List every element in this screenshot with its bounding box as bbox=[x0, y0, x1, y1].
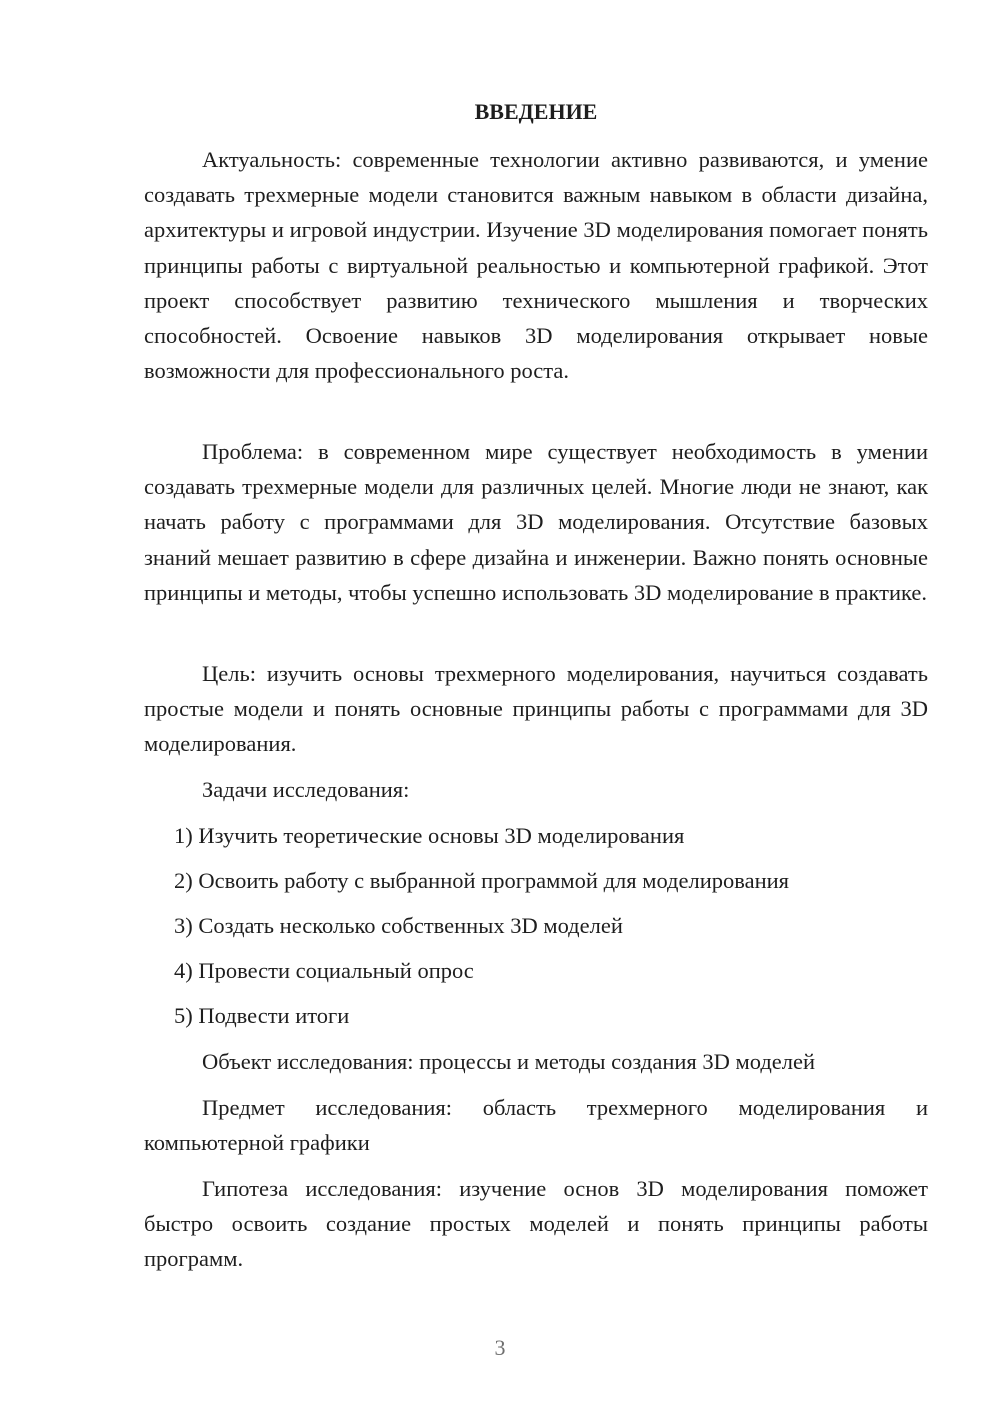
task-item: 5) Подвести итоги bbox=[174, 1003, 350, 1028]
paragraph-hypothesis: Гипотеза исследования: изучение основ 3D моделирования поможет быстро освоить создание простых моделей и понять принципы работы программ. bbox=[144, 1176, 928, 1272]
task-item: 3) Создать несколько собственных 3D моделей bbox=[174, 913, 623, 938]
paragraph-subject: Предмет исследования: область трехмерного моделирования и компьютерной графики bbox=[144, 1095, 928, 1156]
task-item: 4) Провести социальный опрос bbox=[174, 958, 474, 983]
paragraph-object: Объект исследования: процессы и методы создания 3D моделей bbox=[202, 1049, 816, 1074]
paragraph-goal: Цель: изучить основы трехмерного моделирования, научиться создавать простые модели и понять основные принципы работы с программами для 3D моделирования. bbox=[144, 661, 928, 757]
paragraph-problem: Проблема: в современном мире существует необходимость в умении создавать трехмерные модели для различных целей. Многие люди не знают, как начать работу с программами для 3D моделирования. Отсутствие базовых знаний мешает развитию в сфере дизайна и инженерии. Важно понять основные принципы и методы, чтобы успешно использовать 3D моделирование в практике. bbox=[144, 439, 928, 605]
tasks-heading: Задачи исследования: bbox=[202, 777, 410, 802]
task-item: 1) Изучить теоретические основы 3D моделирования bbox=[174, 823, 685, 848]
paragraph-relevance: Актуальность: современные технологии активно развиваются, и умение создавать трехмерные модели становится важным навыком в области дизайна, архитектуры и игровой индустрии. Изучение 3D моделирования помогает понять принципы работы с виртуальной реальностью и компьютерной графикой. Этот проект способствует развитию технического мышления и творческих способностей. Освоение навыков 3D моделирования открывает новые возможности для профессионального роста. bbox=[144, 147, 928, 384]
task-item: 2) Освоить работу с выбранной программой для моделирования bbox=[174, 868, 790, 893]
page-title: ВВЕДЕНИЕ bbox=[474, 99, 598, 124]
page-number: 3 bbox=[494, 1335, 506, 1360]
